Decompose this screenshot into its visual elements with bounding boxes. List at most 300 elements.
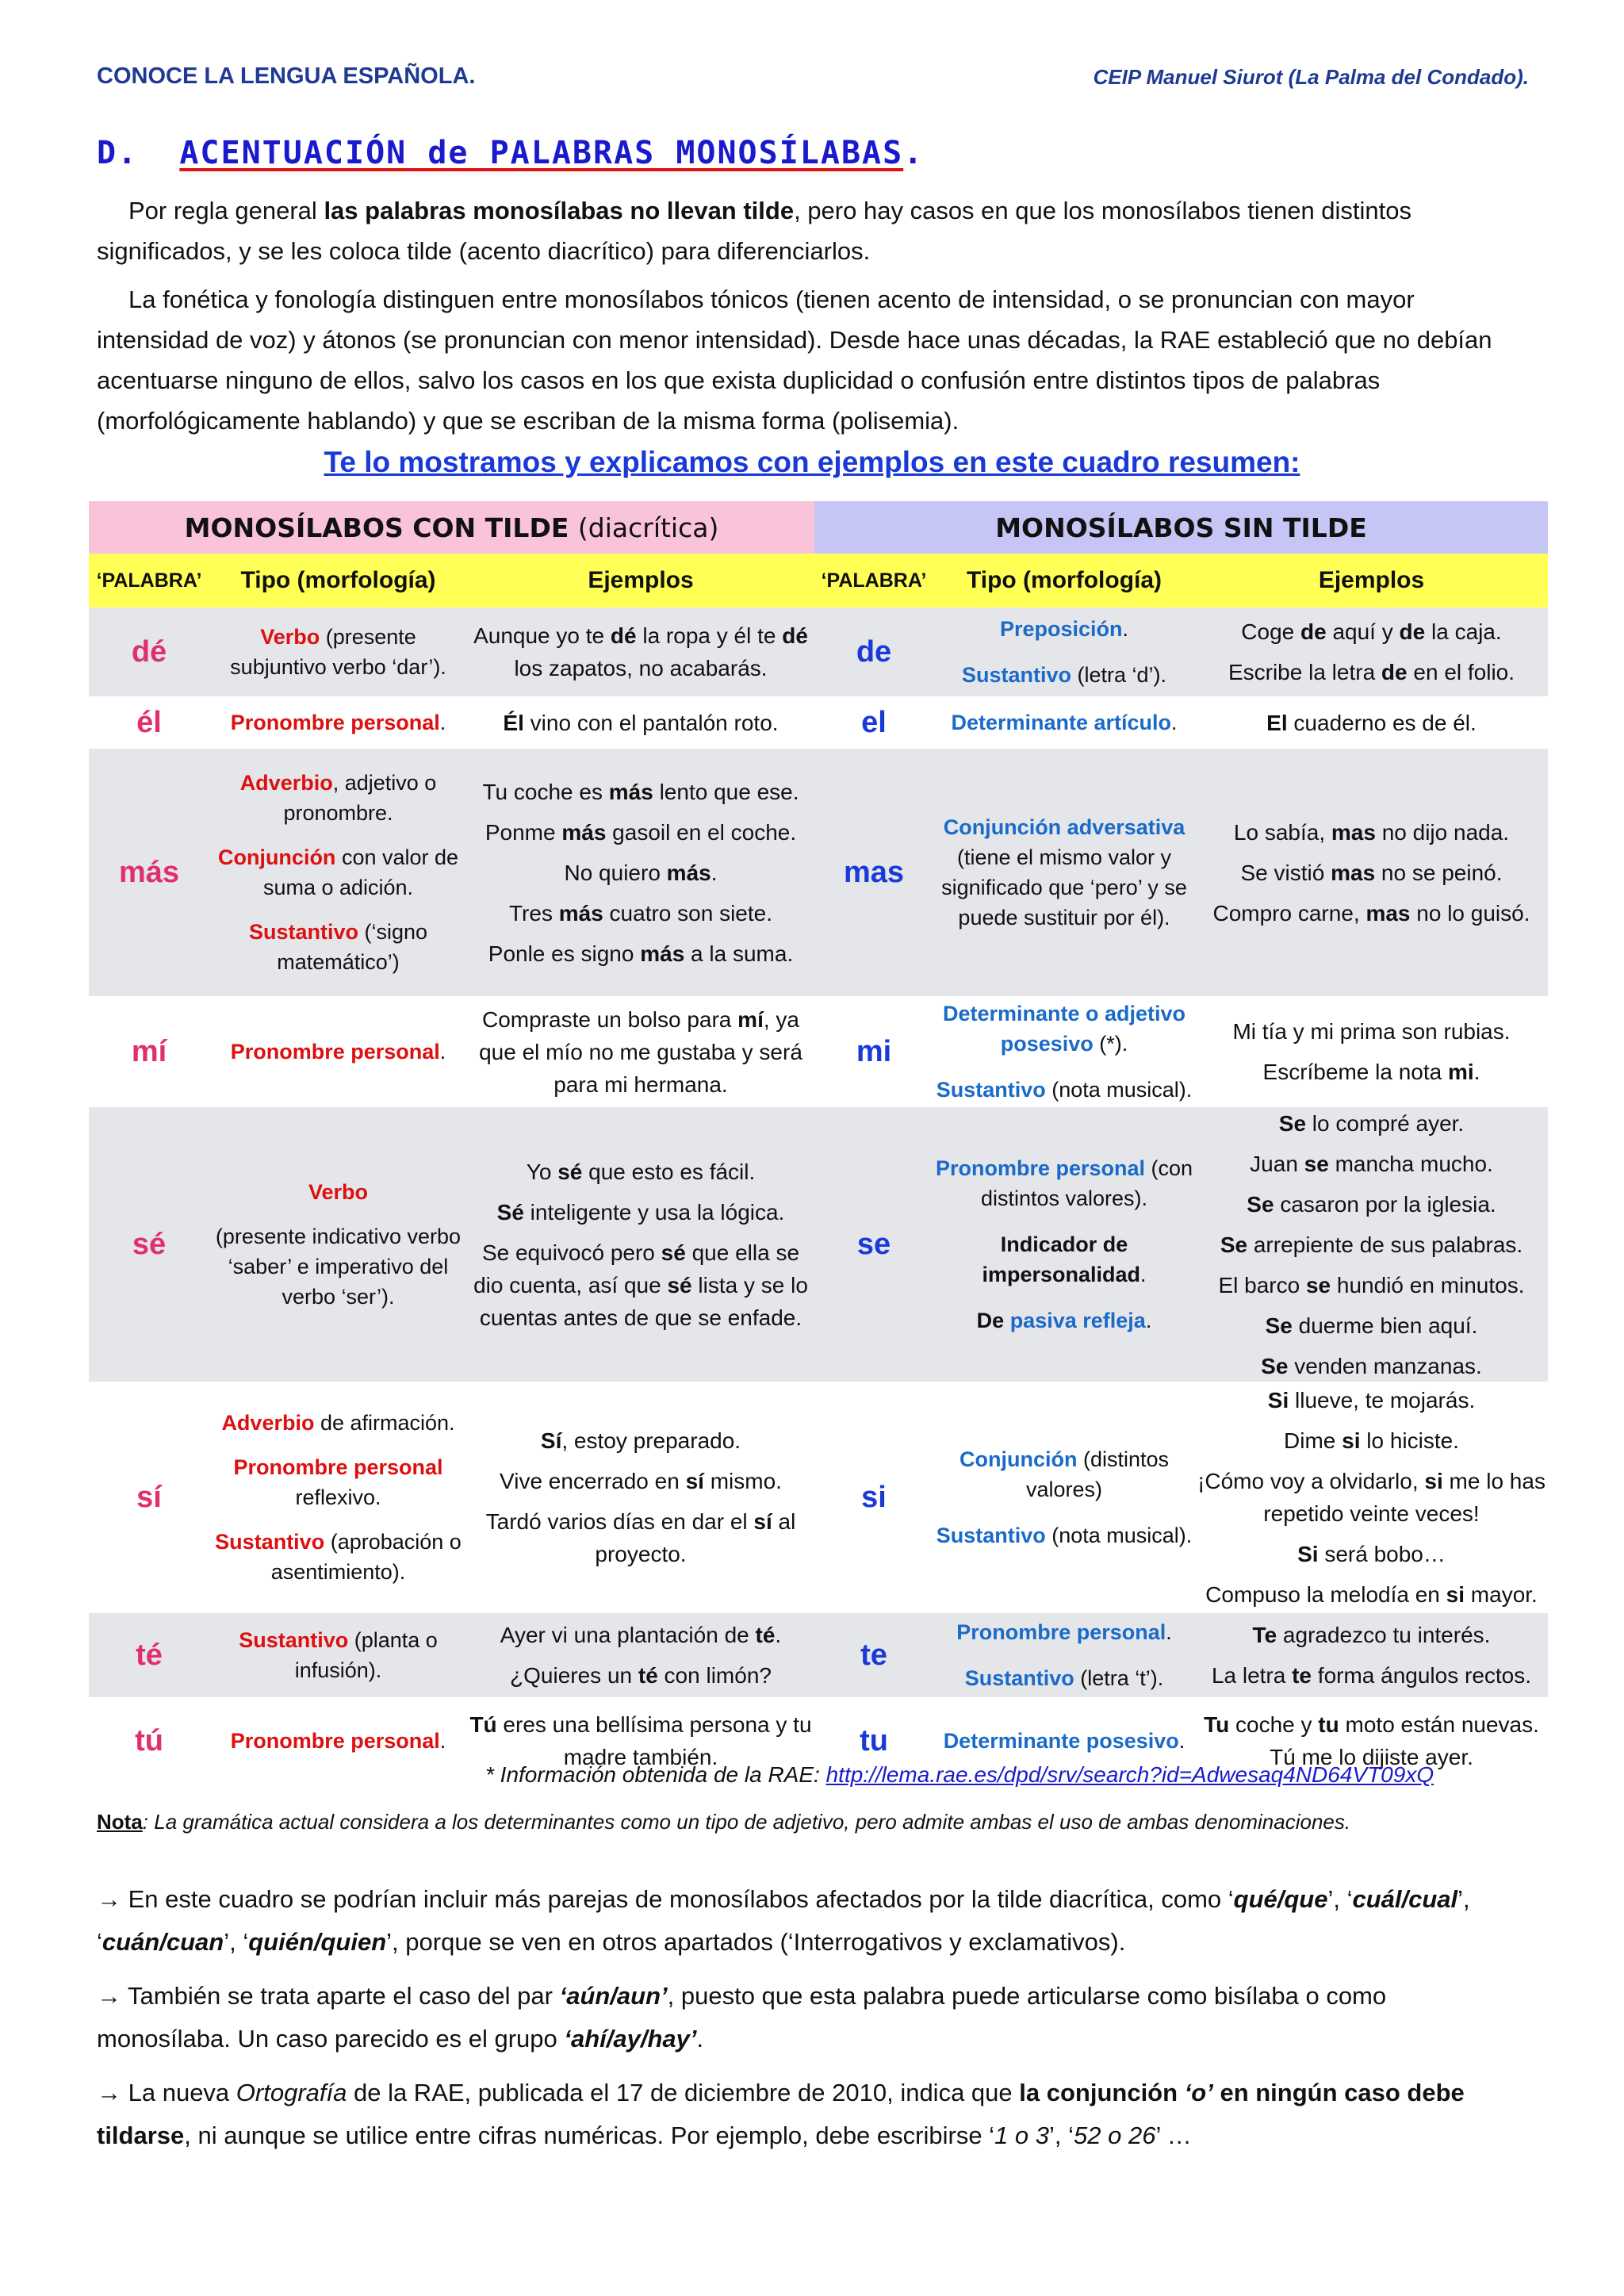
example-sentence <box>541 1424 741 1457</box>
example-sentence <box>1205 1578 1538 1611</box>
source-label: * Información obtenida de la RAE: <box>485 1762 826 1787</box>
header-with-tilde-sub: (diacrítica) <box>577 512 719 543</box>
example-keyword: Te <box>1252 1623 1277 1647</box>
type-entry <box>933 1229 1195 1290</box>
word-without-tilde: si <box>861 1481 887 1514</box>
type-detail: . <box>1122 617 1129 641</box>
example-text: mancha mucho. <box>1328 1151 1493 1176</box>
col-palabra-right: ‘PALABRA’ <box>821 569 927 592</box>
example-text: Compro carne, <box>1212 900 1366 926</box>
example-keyword: si <box>1342 1428 1361 1453</box>
example-sentence <box>509 897 772 930</box>
example-keyword: si <box>1446 1582 1465 1607</box>
note-text: → En este cuadro se podrían incluir más parejas de monosílabos afectados por la tilde diacrítica, como ‘ <box>97 1885 1234 1913</box>
example-text: ¿Quieres un <box>510 1663 638 1688</box>
example-sentence <box>510 1659 772 1692</box>
example-text: duerme bien aquí. <box>1292 1313 1478 1338</box>
word-with-tilde: sé <box>132 1228 167 1261</box>
example-text: que ella se dio cuenta, así que <box>473 1240 800 1297</box>
example-sentence <box>1253 1619 1491 1651</box>
example-keyword: dé <box>782 623 808 648</box>
example-sentence <box>1250 1148 1493 1180</box>
example-text: mayor. <box>1465 1582 1538 1607</box>
examples-without-tilde <box>1195 1382 1548 1613</box>
example-text: forma ángulos rectos. <box>1312 1663 1532 1688</box>
type-name: Pronombre personal <box>230 1040 440 1064</box>
type-with-tilde <box>209 749 467 996</box>
nota <box>97 1810 1350 1834</box>
example-sentence <box>1241 857 1503 889</box>
example-text: , estoy preparado. <box>561 1428 741 1453</box>
example-text: arrepiente de sus palabras. <box>1247 1232 1523 1257</box>
word-with-tilde: mí <box>131 1035 167 1068</box>
example-sentence <box>467 1505 814 1570</box>
example-text: Vive encerrado en <box>500 1469 686 1493</box>
example-text: Dime <box>1284 1428 1342 1453</box>
type-name: Preposición <box>999 617 1123 641</box>
section-title <box>97 135 924 171</box>
type-entry <box>231 707 446 738</box>
type-name: Adverbio <box>239 771 333 795</box>
example-text: Escríbeme la nota <box>1262 1060 1448 1084</box>
note-text: → También se trata aparte el caso del par <box>97 1982 560 2010</box>
note-text: ’, porque se ven en otros apartados (‘Interrogativos y exclamativos). <box>386 1928 1126 1956</box>
type-name: Sustantivo <box>239 1628 349 1652</box>
type-name: Adverbio <box>221 1411 315 1435</box>
example-text: ¡Cómo voy a olvidarlo, <box>1197 1469 1425 1493</box>
example-text: aquí y <box>1326 619 1400 644</box>
example-sentence <box>1266 1309 1478 1342</box>
type-entry <box>209 1527 467 1587</box>
type-entry <box>936 1520 1193 1550</box>
note-emphasis: ‘aún/aun’ <box>559 1982 668 2010</box>
example-text: Ponle es signo <box>488 941 641 966</box>
example-sentence <box>467 619 814 684</box>
type-detail: . <box>1171 711 1178 734</box>
example-sentence <box>497 1196 785 1228</box>
word-with-tilde: él <box>136 706 162 739</box>
example-text: cuatro son siete. <box>603 900 773 926</box>
word-without-tilde: el <box>861 706 887 739</box>
example-sentence <box>1268 1384 1475 1416</box>
example-keyword: té <box>638 1663 658 1688</box>
example-sentence <box>1234 816 1509 849</box>
word-with-tilde: té <box>136 1639 163 1672</box>
example-text: venden manzanas. <box>1288 1353 1482 1378</box>
type-name: Sustantivo <box>961 663 1071 687</box>
note-text: ’ … <box>1155 2122 1192 2149</box>
type-detail: . <box>439 711 446 734</box>
examples-without-tilde <box>1195 1613 1548 1697</box>
note-strong: en ningún caso debe tildarse <box>97 2079 1465 2149</box>
type-name: Verbo <box>260 625 320 649</box>
type-name: Pronombre personal <box>230 711 440 734</box>
type-without-tilde <box>933 608 1195 696</box>
nota-text: : La gramática actual considera a los determinantes como un tipo de adjetivo, pero admite ambas el uso de ambas denominaciones. <box>142 1810 1351 1834</box>
type-entry <box>933 999 1195 1059</box>
example-text: mismo. <box>703 1469 782 1493</box>
type-with-tilde <box>209 996 467 1107</box>
example-sentence <box>500 1619 781 1651</box>
example-sentence <box>500 1465 782 1497</box>
example-text: vino con el pantalón roto. <box>523 710 779 735</box>
title-text: ACENTUACIÓN de PALABRAS MONOSÍLABAS <box>179 135 904 171</box>
type-entry <box>956 1617 1172 1647</box>
type-entry <box>933 812 1195 933</box>
example-text: que esto es fácil. <box>582 1159 756 1184</box>
word-without-tilde: mas <box>843 856 905 889</box>
example-text: al proyecto. <box>595 1509 796 1566</box>
header-left: CONOCE LA LENGUA ESPAÑOLA. <box>97 63 476 89</box>
example-keyword: sé <box>557 1159 583 1184</box>
type-entry <box>209 1625 467 1685</box>
example-text: Yo <box>526 1159 558 1184</box>
example-text: la ropa y él te <box>636 623 783 648</box>
example-keyword: sé <box>661 1240 686 1265</box>
example-keyword: té <box>755 1623 776 1647</box>
example-keyword: Tú <box>469 1712 497 1737</box>
type-entry <box>951 707 1177 738</box>
example-keyword: dé <box>610 623 637 648</box>
title-letter: D. <box>97 135 139 171</box>
examples-with-tilde <box>467 696 814 749</box>
summary-heading: Te lo mostramos y explicamos con ejemplos en este cuadro resumen: <box>324 446 1300 478</box>
example-text: lo compré ayer. <box>1306 1110 1465 1136</box>
example-text: con limón? <box>657 1663 772 1688</box>
type-detail: con valor de suma o adición. <box>262 845 459 899</box>
note-text: ’, ‘ <box>1049 2122 1074 2149</box>
header-right: CEIP Manuel Siurot (La Palma del Condado). <box>1093 65 1529 89</box>
example-keyword: mas <box>1331 819 1376 845</box>
table-row <box>89 1613 1548 1697</box>
type-name: Conjunción <box>959 1447 1078 1471</box>
example-keyword: Se <box>1220 1232 1248 1257</box>
example-sentence <box>488 937 793 970</box>
nota-label: Nota <box>97 1810 143 1834</box>
example-sentence <box>564 857 717 889</box>
type-detail: (aprobación o asentimiento). <box>270 1530 462 1584</box>
example-sentence <box>1297 1538 1446 1570</box>
type-name: Verbo <box>308 1180 369 1204</box>
example-text: Tres <box>508 900 559 926</box>
example-text: , ya que el mío no me gustaba y será para mi hermana. <box>479 1006 802 1097</box>
type-without-tilde <box>933 696 1195 749</box>
example-sentence <box>1232 1015 1510 1048</box>
example-sentence <box>1218 1269 1524 1301</box>
type-entry <box>231 1037 446 1067</box>
type-name: pasiva refleja <box>1009 1309 1146 1332</box>
type-detail: (con distintos valores). <box>980 1156 1193 1210</box>
example-text: llueve, te mojarás. <box>1289 1388 1476 1412</box>
type-entry <box>977 1305 1152 1336</box>
rae-link[interactable]: http://lema.rae.es/dpd/srv/search?id=Adwesaq4ND64VT09xQ <box>825 1762 1434 1787</box>
example-text: El barco <box>1218 1272 1306 1297</box>
table-row <box>89 1382 1548 1613</box>
examples-without-tilde <box>1195 749 1548 996</box>
type-name: Conjunción <box>217 845 336 869</box>
example-text: Tardó varios días en dar el <box>485 1509 754 1534</box>
example-sentence <box>1279 1107 1464 1140</box>
type-entry <box>944 1726 1185 1756</box>
example-text: Aunque yo te <box>473 623 611 648</box>
type-entry <box>965 1663 1164 1693</box>
type-detail: (tiene el mismo valor y significado que ‘pero’ y se puede sustituir por él). <box>941 845 1187 930</box>
example-text: lista y se lo cuentas antes de que se enfade. <box>479 1272 808 1330</box>
note-text: ’, ‘ <box>224 1928 249 1956</box>
table-row <box>89 749 1548 996</box>
type-detail: . <box>1145 1309 1152 1332</box>
example-keyword: te <box>1292 1663 1312 1688</box>
example-text: en el folio. <box>1407 660 1515 684</box>
type-detail: (presente subjuntivo verbo ‘dar’). <box>230 625 446 679</box>
example-keyword: mi <box>1447 1060 1474 1084</box>
example-sentence <box>467 1236 814 1334</box>
type-entry <box>209 1452 467 1512</box>
p2-text: La fonética y fonología distinguen entre monosílabos tónicos (tienen acento de intensidad, o se pronuncian con mayor intensidad de voz) y átonos (se pronuncian con menor intensidad). Desde hace unas décadas, la RAE estableció que no debían acentuarse ninguno de ellos, salvo los casos en los que exista duplicidad o confusión entre distintos tipos de palabras (morfológicamente hablando) y que se escriban de la misma forma (polisemia). <box>97 286 1492 435</box>
note-text: , puesto que esta palabra puede articularse como bisílaba o como monosílaba. Un caso parecido es el grupo <box>97 1982 1387 2053</box>
type-name: Pronombre personal <box>230 1729 440 1753</box>
type-bold: De <box>976 1309 1010 1332</box>
type-name: Sustantivo <box>936 1524 1046 1547</box>
type-detail: (nota musical). <box>1045 1524 1193 1547</box>
example-keyword: se <box>1305 1272 1331 1297</box>
examples-with-tilde <box>467 749 814 996</box>
example-text: la caja. <box>1425 619 1502 644</box>
p1-a: Por regla general <box>128 197 324 224</box>
type-detail: (distintos valores) <box>1025 1447 1170 1501</box>
note-emphasis: qué/que <box>1233 1885 1328 1913</box>
example-text: no lo guisó. <box>1410 900 1530 926</box>
example-text: Se equivocó pero <box>481 1240 661 1265</box>
header-with-tilde <box>89 501 814 554</box>
example-text: coche y <box>1229 1712 1319 1737</box>
example-text: será bobo… <box>1318 1542 1446 1566</box>
example-keyword: tu <box>1318 1712 1339 1737</box>
example-text: lo hiciste. <box>1360 1428 1459 1453</box>
type-detail: . <box>439 1040 446 1064</box>
example-sentence <box>1212 1659 1531 1692</box>
paragraph-2 <box>97 279 1524 441</box>
type-detail: , adjetivo o pronombre. <box>283 771 437 825</box>
type-detail: (*). <box>1093 1032 1128 1056</box>
example-text: Escribe la letra <box>1228 660 1381 684</box>
col-tipo-left: Tipo (morfología) <box>240 567 436 593</box>
example-keyword: más <box>640 941 685 966</box>
type-with-tilde <box>209 1697 467 1784</box>
type-without-tilde <box>933 1382 1195 1613</box>
example-text: Compuso la melodía en <box>1205 1582 1446 1607</box>
type-entry <box>231 1726 446 1756</box>
example-text: cuaderno es de él. <box>1287 710 1477 735</box>
example-keyword: mí <box>737 1006 764 1032</box>
example-text: inteligente y usa la lógica. <box>523 1199 785 1225</box>
note-emphasis: cuán/cuan <box>102 1928 224 1956</box>
example-text: Se vistió <box>1240 860 1331 885</box>
note-text: , ni aunque se utilice entre cifras numéricas. Por ejemplo, debe escribirse ‘ <box>184 2122 995 2149</box>
example-text: no se peinó. <box>1375 860 1503 885</box>
example-keyword: sí <box>753 1509 772 1534</box>
word-without-tilde: te <box>860 1639 887 1672</box>
type-detail: de afirmación. <box>314 1411 455 1435</box>
type-detail: (letra ‘d’). <box>1071 663 1167 687</box>
example-keyword: Se <box>1261 1353 1289 1378</box>
arrow-note <box>97 1878 1524 1964</box>
note-emphasis: quién/quien <box>248 1928 387 1956</box>
examples-with-tilde <box>467 1613 814 1697</box>
example-keyword: se <box>1304 1151 1329 1176</box>
type-entry <box>209 1221 467 1312</box>
example-sentence <box>527 1156 756 1188</box>
examples-with-tilde <box>467 1107 814 1382</box>
table-row <box>89 608 1548 696</box>
note-italic: 52 o 26 <box>1074 2122 1156 2149</box>
type-without-tilde <box>933 1613 1195 1697</box>
example-keyword: sí <box>685 1469 704 1493</box>
note-italic: 1 o 3 <box>994 2122 1050 2149</box>
note-text: ’, ‘ <box>97 1885 1470 1956</box>
type-detail: . <box>1140 1263 1147 1286</box>
example-text: me lo has repetido veinte veces! <box>1263 1469 1545 1526</box>
note-text: ’, ‘ <box>1327 1885 1353 1913</box>
example-keyword: Si <box>1297 1542 1319 1566</box>
example-text: Mi tía y mi prima son rubias. <box>1232 1019 1511 1044</box>
note-text: → La nueva <box>97 2079 236 2106</box>
type-detail: reflexivo. <box>295 1485 381 1509</box>
examples-with-tilde <box>467 996 814 1107</box>
word-without-tilde: mi <box>856 1035 892 1068</box>
type-entry <box>209 917 467 977</box>
example-sentence <box>482 776 799 808</box>
examples-with-tilde <box>467 1382 814 1613</box>
example-text: gasoil en el coche. <box>606 819 797 845</box>
example-text: . <box>710 860 718 885</box>
header-with-tilde-label: MONOSÍLABOS CON TILDE <box>184 512 569 543</box>
example-sentence <box>503 707 778 739</box>
type-with-tilde <box>209 1382 467 1613</box>
header-without-tilde: MONOSÍLABOS SIN TILDE <box>814 501 1548 554</box>
type-entry <box>221 1408 454 1438</box>
type-name: Conjunción adversativa <box>943 815 1185 839</box>
example-sentence <box>1247 1188 1496 1221</box>
col-ejemplos-right: Ejemplos <box>1318 567 1425 593</box>
arrow-note <box>97 2072 1524 2157</box>
example-text: no dijo nada. <box>1375 819 1510 845</box>
example-text: moto están nuevas. Tú me lo dijiste ayer. <box>1270 1712 1539 1769</box>
example-text: Ayer vi una plantación de <box>500 1623 756 1647</box>
table-row <box>89 696 1548 749</box>
example-text: . <box>775 1623 782 1647</box>
example-text: los zapatos, no acabarás. <box>514 656 768 680</box>
example-sentence <box>467 1003 814 1101</box>
p1-c: , pero hay casos en que los monosílabos tienen distintos significados, y se les coloca tilde (acento diacrítico) para diferenciarlos. <box>97 197 1412 265</box>
note-strong: la conjunción <box>1019 2079 1185 2106</box>
type-detail: . <box>439 1729 446 1753</box>
example-text: Tu coche es <box>482 779 609 804</box>
example-sentence <box>1284 1424 1459 1457</box>
word-without-tilde: tu <box>860 1724 888 1757</box>
example-text: Juan <box>1250 1151 1304 1176</box>
type-entry <box>962 660 1166 690</box>
paragraph-1 <box>97 190 1524 271</box>
p1-b: las palabras monosílabas no llevan tilde <box>324 197 795 224</box>
word-without-tilde: de <box>856 635 892 669</box>
example-keyword: más <box>666 860 711 885</box>
type-entry <box>209 622 467 682</box>
example-keyword: El <box>1266 710 1288 735</box>
type-entry <box>308 1177 368 1207</box>
example-keyword: de <box>1300 619 1327 644</box>
example-text: lento que ese. <box>653 779 799 804</box>
type-name: Determinante o adjetivo posesivo <box>942 1002 1186 1056</box>
example-keyword: Se <box>1278 1110 1307 1136</box>
example-text: casaron por la iglesia. <box>1274 1191 1496 1217</box>
examples-without-tilde <box>1195 996 1548 1107</box>
example-keyword: mas <box>1365 900 1411 926</box>
type-with-tilde <box>209 1613 467 1697</box>
example-sentence <box>1263 1056 1480 1088</box>
note-text: . <box>696 2025 704 2053</box>
type-without-tilde <box>933 1107 1195 1382</box>
example-sentence <box>1220 1228 1522 1261</box>
example-keyword: Se <box>1265 1313 1293 1338</box>
type-name: Sustantivo <box>936 1078 1046 1102</box>
type-name: Determinante posesivo <box>943 1729 1179 1753</box>
example-keyword: Sé <box>496 1199 524 1225</box>
example-sentence <box>1261 1350 1482 1382</box>
note-text: de la RAE, publicada el 17 de diciembre de 2010, indica que <box>347 2079 1020 2106</box>
type-without-tilde <box>933 749 1195 996</box>
note-emphasis: ‘o’ <box>1184 2079 1213 2106</box>
example-keyword: sé <box>667 1272 692 1297</box>
example-text: agradezco tu interés. <box>1277 1623 1491 1647</box>
type-name: Sustantivo <box>215 1530 325 1554</box>
type-detail: (nota musical). <box>1045 1078 1193 1102</box>
note-emphasis: cuál/cual <box>1352 1885 1458 1913</box>
example-keyword: mas <box>1331 860 1376 885</box>
type-entry <box>936 1075 1193 1105</box>
type-entry <box>1000 614 1128 644</box>
type-detail: . <box>1166 1620 1172 1644</box>
word-with-tilde: dé <box>131 635 167 669</box>
type-detail: . <box>1178 1729 1185 1753</box>
example-sentence <box>1228 656 1515 688</box>
example-keyword: Él <box>503 710 524 735</box>
table-row <box>89 1107 1548 1382</box>
example-keyword: más <box>558 900 603 926</box>
word-with-tilde: más <box>118 856 180 889</box>
col-tipo-right: Tipo (morfología) <box>966 567 1162 593</box>
type-bold: Indicador de impersonalidad <box>982 1232 1141 1286</box>
type-name: Pronombre personal <box>935 1156 1146 1180</box>
examples-without-tilde <box>1195 608 1548 696</box>
type-entry <box>209 768 467 828</box>
table-row <box>89 996 1548 1107</box>
type-entry <box>933 1153 1195 1213</box>
example-sentence <box>485 816 796 849</box>
type-name: Pronombre personal <box>956 1620 1166 1644</box>
example-text: a la suma. <box>684 941 794 966</box>
example-keyword: si <box>1424 1469 1443 1493</box>
type-with-tilde <box>209 1107 467 1382</box>
type-name: Determinante artículo <box>951 711 1172 734</box>
source-note <box>485 1762 1434 1788</box>
type-entry <box>933 1444 1195 1504</box>
example-text: Compraste un bolso para <box>481 1006 738 1032</box>
type-detail: (planta o infusión). <box>294 1628 438 1682</box>
arrow-note <box>97 1975 1524 2060</box>
example-keyword: Si <box>1267 1388 1289 1412</box>
example-text: hundió en minutos. <box>1331 1272 1525 1297</box>
